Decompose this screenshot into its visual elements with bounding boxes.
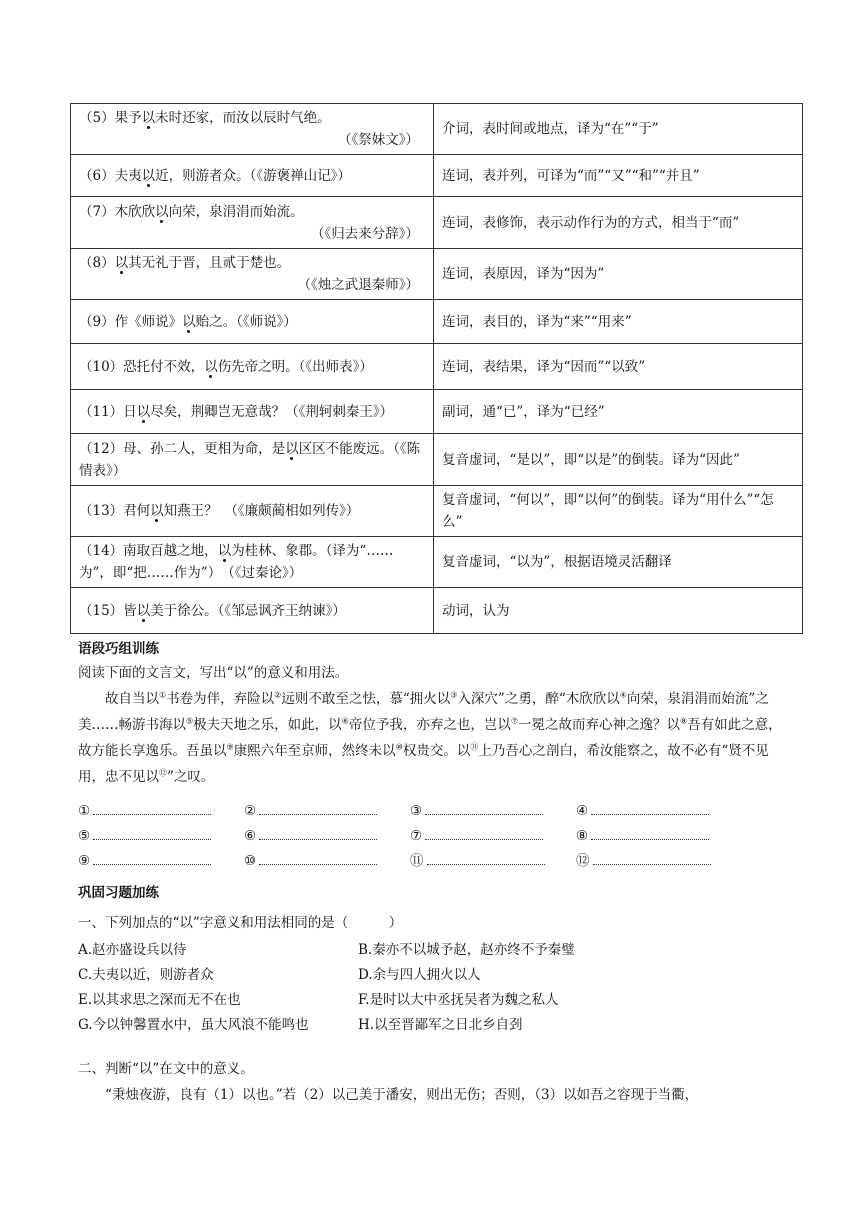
emphasis-dot-char: 以 [136,602,151,619]
table-row [71,249,803,300]
example-cell [71,197,434,249]
example-text: （13）君何以知燕王？ （《廉颇蔺相如列传》） [79,503,360,519]
footnote-marker: ⑩ [395,742,403,752]
blank-line[interactable] [593,848,711,865]
blank-line[interactable] [93,798,211,815]
footnote-marker: ⑥ [341,716,349,726]
answer-option[interactable]: H.以至晋鄙军之日北乡自刭 [358,1017,523,1033]
blank-number: ③ [410,803,423,819]
answer-blanks [78,798,798,873]
passage-text: 书卷为伴，弃险以 [166,691,275,707]
answer-option[interactable]: A.赵亦盛设兵以待 [78,942,187,958]
emphasis-dot-char: 以 [141,167,156,184]
example-text: （9）作《师说》以贻之。（《师说》） [79,313,297,330]
answer-option[interactable]: E.以其求思之深而无不在也 [78,992,241,1008]
blank-number: ⑤ [78,828,91,844]
meaning-cell: 复音虚词，“以为”，根据语境灵活翻译 [434,537,803,588]
meaning-cell: 连词，表目的，译为“来”“用来” [434,300,803,344]
passage-text: 上乃吾心之剖白，希汝能察之，故不必有“贤不见用，忠不见以 [78,743,769,785]
table-row [71,344,803,390]
emphasis-dot-char: 以 [217,543,232,559]
blank-number: ⑥ [244,828,257,844]
footnote-marker: ⑧ [680,716,688,726]
example-text: （7）木欣欣以向荣，泉涓涓而始流。 [79,203,304,220]
example-source: （《祭妹文》） [338,132,419,148]
option-row [78,1013,798,1038]
footnote-marker: ⑪ [470,742,479,752]
emphasis-dot-char: 以 [182,313,196,330]
footnote-marker: ⑦ [510,716,519,726]
table-row [71,486,803,537]
blank-number: ② [244,803,257,819]
answer-option[interactable]: G.今以钟馨置水中，虽大风浪不能鸣也 [78,1017,309,1033]
blank-number: ④ [576,803,589,819]
passage-text: 权贵交。以 [402,743,471,759]
table-row [71,300,803,344]
blank-number: ① [78,803,91,819]
blank-number: ⑧ [576,828,589,844]
section-heading-practice: 语段巧组训练 [78,641,159,657]
example-cell [71,300,434,344]
answer-options [78,938,798,1038]
passage-text: 向荣，泉涓涓而始流”之美……畅游书海以 [78,691,769,733]
answer-blank[interactable] [410,798,576,823]
example-text: （11）日以尽矣，荆卿岂无意哉？（《荆轲刺秦王》） [79,403,394,420]
meaning-cell: 介词，表时间或地点，译为“在”“于” [434,104,803,155]
example-text: （14）南取百越之地，以为桂林、象郡。（译为“……为”，即“把……作为”） （《过秦论》） [79,543,394,581]
example-cell [71,537,434,588]
footnote-marker: ③ [450,690,458,700]
passage-text: 吾有如此之意，故方能长享逸乐。吾虽以 [78,717,782,759]
table-row [71,197,803,249]
question-2-passage: “秉烛夜游，良有（1）以也。”若（2）以己美于潘安，则出无伤；否则，（3）以如吾之容现于当衢， [105,1087,699,1103]
blank-line[interactable] [93,823,211,840]
blank-line[interactable] [427,848,545,865]
blank-row [78,848,798,873]
passage-text: 极夫天地之乐，如此，以 [193,717,342,733]
blank-row [78,823,798,848]
blank-line[interactable] [259,798,377,815]
blank-line[interactable] [591,798,709,815]
example-source: （《烛之武退秦师》） [297,277,419,293]
meaning-cell: 复音虚词，“是以”，即“以是”的倒装。译为“因此” [434,434,803,486]
blank-line[interactable] [259,848,377,865]
blank-line[interactable] [425,798,543,815]
meaning-cell: 连词，表结果，译为“因而”“以致” [434,344,803,390]
example-cell [71,104,434,155]
answer-blank[interactable] [244,798,410,823]
emphasis-dot-char: 以 [114,255,129,271]
classical-passage [78,686,790,790]
answer-blank[interactable] [244,848,410,873]
table-row [71,588,803,634]
option-row [78,988,798,1013]
answer-blank[interactable] [576,823,742,848]
option-row [78,963,798,988]
blank-number: ⑫ [576,853,590,869]
answer-blank[interactable] [410,823,576,848]
answer-blank[interactable] [78,848,244,873]
example-text: （12）母、孙二人，更相为命，是以区区不能废远。（《陈情表》） [79,440,421,479]
blank-line[interactable] [425,823,543,840]
example-text: （8）以其无礼于晋，且贰于楚也。 [79,255,291,271]
footnote-marker: ① [159,690,167,700]
passage-text: 一冕之故而弃心神之逸？以 [518,717,681,733]
meaning-cell: 连词，表原因，译为“因为” [434,249,803,300]
blank-row [78,798,798,823]
blank-line[interactable] [259,823,377,840]
passage-text: 入深穴”之勇，醉“木欣欣以 [457,691,620,707]
answer-option[interactable]: D.余与四人拥火以人 [358,967,481,983]
footnote-marker: ② [274,690,282,700]
table-row [71,390,803,434]
blank-number: ⑪ [410,853,424,869]
section-heading-exercises: 巩固习题加练 [78,885,159,901]
answer-blank[interactable] [78,798,244,823]
example-cell [71,249,434,300]
blank-number: ⑦ [410,828,423,844]
meaning-cell: 连词，表修饰，表示动作行为的方式，相当于“而” [434,197,803,249]
example-cell [71,390,434,434]
table-row [71,155,803,197]
example-source: （《归去来兮辞》） [311,225,419,242]
answer-blank[interactable] [576,798,742,823]
emphasis-dot-char: 以 [204,358,218,375]
meaning-cell: 动词，认为 [434,588,803,634]
option-row [78,938,798,963]
answer-option[interactable]: F.是时以大中丞抚吴者为魏之私人 [358,992,559,1008]
blank-number: ⑩ [244,853,257,869]
footnote-marker: ④ [619,690,627,700]
answer-blank[interactable] [244,823,410,848]
blank-line[interactable] [591,823,709,840]
answer-option[interactable]: B.秦亦不以城予赵，赵亦终不予秦璧 [358,942,575,958]
answer-option[interactable]: C.夫夷以近，则游者众 [78,967,214,983]
answer-blank[interactable] [410,848,576,873]
question-2: 二、判断“以”在文中的意义。 [78,1061,254,1077]
blank-line[interactable] [93,848,211,865]
footnote-marker: ⑤ [186,716,194,726]
example-cell [71,434,434,486]
blank-number: ⑨ [78,853,91,869]
footnote-marker: ⑨ [226,742,234,752]
footnote-marker: ⑫ [159,768,167,778]
meaning-cell: 连词，表并列，可译为“而”“又”“和”“并且” [434,155,803,197]
example-cell [71,344,434,390]
example-text: （6）夫夷以近，则游者众。（《游褒禅山记》） [79,167,351,184]
example-text: （15）皆以美于徐公。（《邹忌讽齐王纳谏》） [79,602,346,619]
table-row [71,434,803,486]
answer-blank[interactable] [576,848,742,873]
emphasis-dot-char: 以 [136,403,151,420]
meaning-cell: 复音虚词，“何以”，即“以何”的倒装。译为“用什么”“怎么” [434,486,803,537]
passage-text: 远则不敢至之怯，慕“拥火以 [281,691,451,707]
question-1: 一、下列加点的“以”字意义和用法相同的是（ ） [78,915,403,931]
emphasis-dot-char: 以 [141,110,156,126]
passage-text: ”之叹。 [167,769,215,785]
usage-table [70,103,803,634]
example-text: （5）果予以未时还家，而汝以辰时气绝。 [79,110,331,126]
example-cell [71,155,434,197]
example-text: （10）恐托付不效，以伤先帝之明。（《出师表》） [79,358,373,375]
table-row [71,537,803,588]
emphasis-dot-char: 以 [285,440,299,457]
table-row [71,104,803,155]
meaning-cell: 副词，通“已”，译为“已经” [434,390,803,434]
passage-text: 康熙六年至京师，然终未以 [233,743,396,759]
emphasis-dot-char: 以 [150,503,164,519]
example-cell [71,486,434,537]
example-cell [71,588,434,634]
passage-text: 帝位予我，亦弃之也，岂以 [348,717,511,733]
section-instruction: 阅读下面的文言文，写出“以”的意义和用法。 [78,665,349,681]
emphasis-dot-char: 以 [155,203,169,220]
answer-blank[interactable] [78,823,244,848]
passage-text: 故自当以 [105,691,159,707]
